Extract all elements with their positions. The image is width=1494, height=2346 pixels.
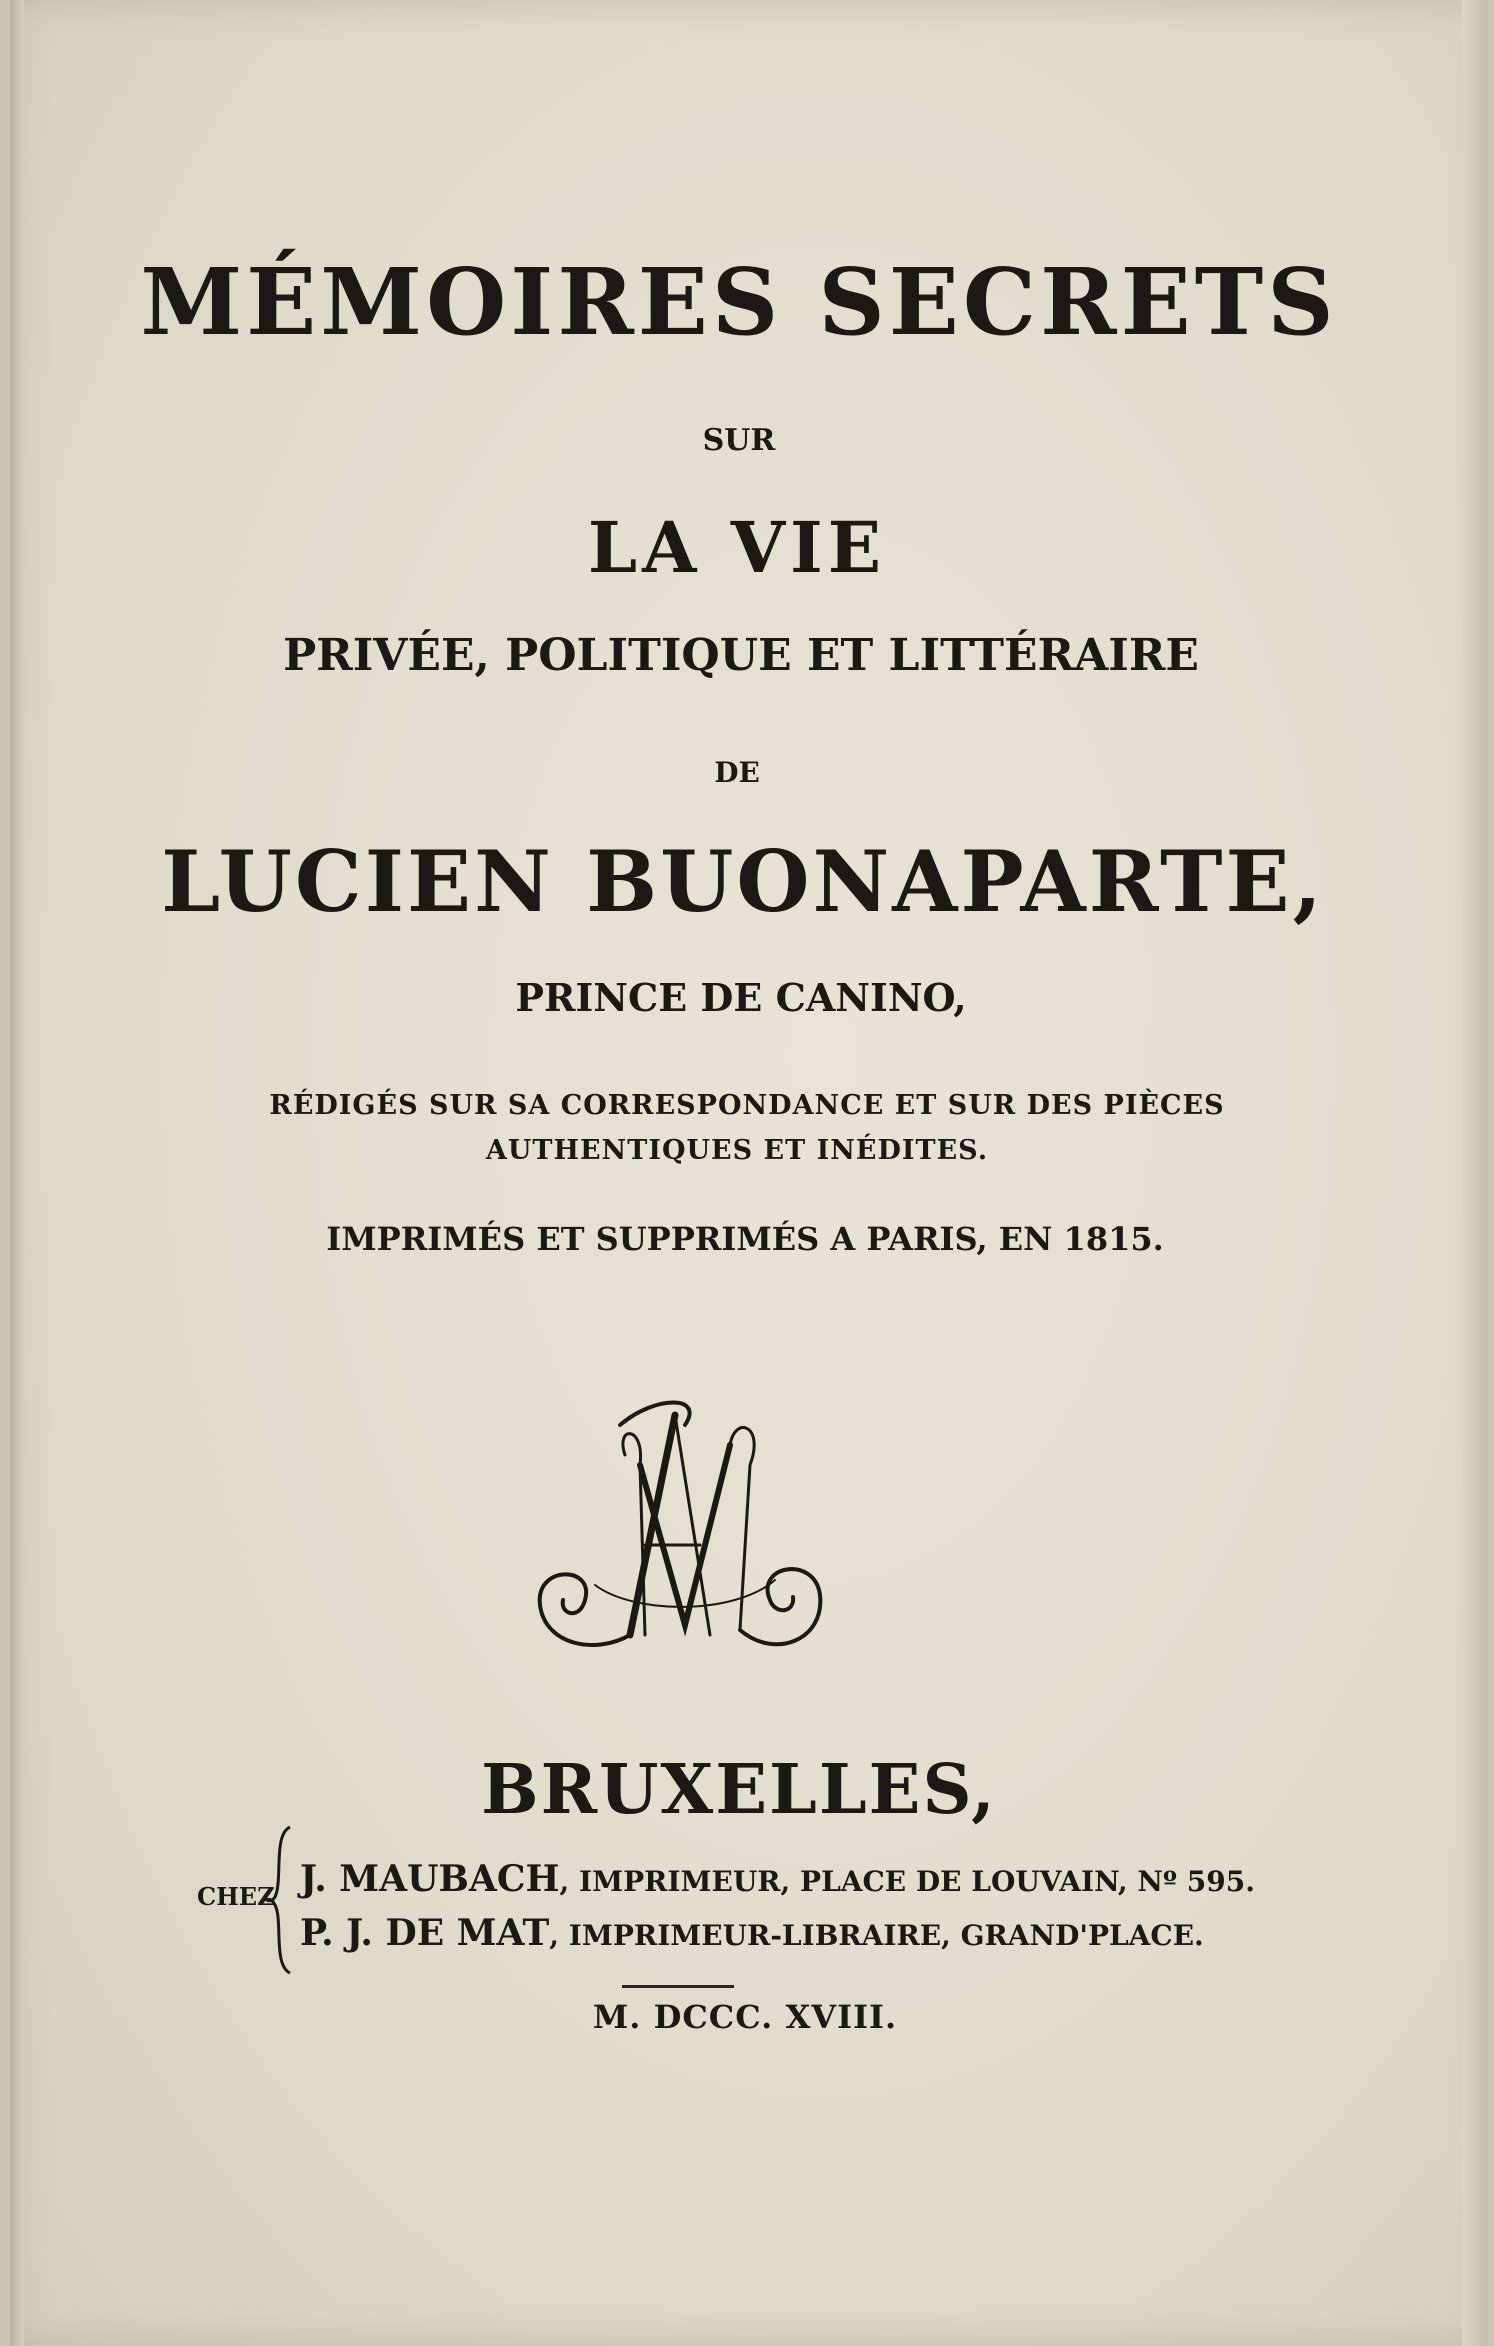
subject-qualifiers: PRIVÉE, POLITIQUE ET LITTÉRAIRE: [283, 630, 1199, 681]
curly-brace: [265, 1825, 295, 1975]
book-title: MÉMOIRES SECRETS: [140, 248, 1338, 356]
description-line-1: RÉDIGÉS SUR SA CORRESPONDANCE ET SUR DES PIÈCES: [269, 1090, 1225, 1121]
title-page: [10, 0, 1488, 2346]
subject-name: LUCIEN BUONAPARTE,: [161, 832, 1325, 931]
title-connector-de: DE: [714, 756, 760, 789]
print-note: IMPRIMÉS ET SUPPRIMÉS A PARIS, EN 1815.: [326, 1220, 1164, 1258]
publisher-2-detail: , IMPRIMEUR-LIBRAIRE, GRAND'PLACE.: [549, 1919, 1204, 1952]
publication-date: M. DCCC. XVIII.: [592, 1998, 898, 2036]
publisher-1-name: J. MAUBACH: [300, 1858, 560, 1900]
monogram-ornament: [535, 1385, 825, 1665]
publisher-line-1: [300, 1858, 1255, 1900]
publisher-line-2: [300, 1912, 1204, 1954]
description-line-2: AUTHENTIQUES ET INÉDITES.: [485, 1135, 989, 1166]
subject-heading: LA VIE: [587, 506, 887, 589]
publisher-2-name: P. J. DE MAT: [300, 1912, 550, 1954]
publisher-1-detail: , IMPRIMEUR, PLACE DE LOUVAIN, Nº 595.: [559, 1865, 1255, 1898]
title-connector-sur: SUR: [702, 423, 776, 458]
subject-title: PRINCE DE CANINO,: [515, 975, 967, 1020]
divider-rule: [622, 1985, 734, 1988]
imprint-city: BRUXELLES,: [481, 1750, 997, 1830]
imprint-chez: CHEZ: [197, 1882, 275, 1911]
